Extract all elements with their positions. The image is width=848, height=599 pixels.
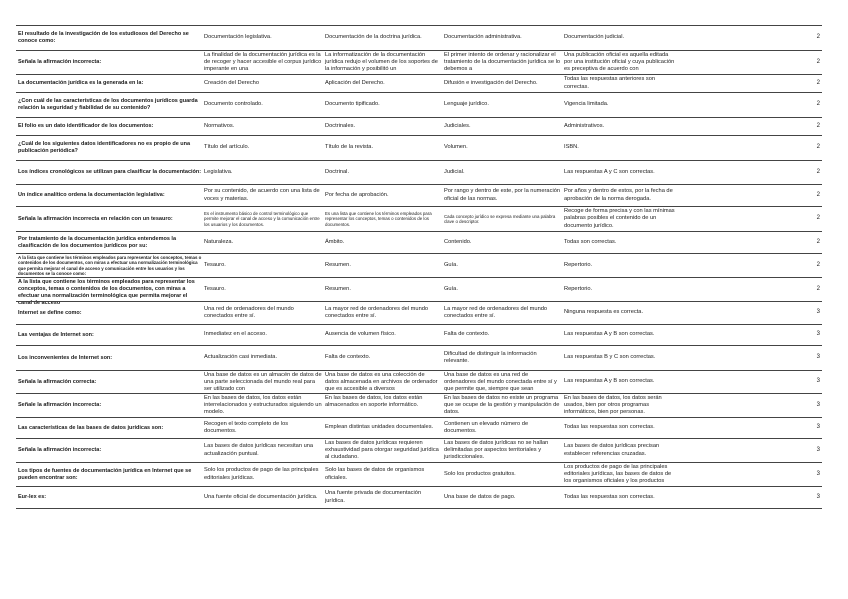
question-text: Señala la afirmación correcta:	[18, 378, 97, 385]
question-text: Señala la afirmación incorrecta en relación con un tesauro:	[18, 215, 173, 222]
option-b-cell	[325, 185, 440, 206]
option-c-text: En las bases de datos no existe un programa que se ocupe de la gestión y manipulación de datos.	[444, 395, 560, 416]
points-text: 3	[816, 424, 820, 431]
option-b-text: Resumen.	[325, 285, 351, 292]
option-c-text: Volumen.	[444, 144, 468, 151]
points-cell	[800, 394, 820, 417]
points-text: 2	[816, 191, 820, 198]
question-text: Internet se define como:	[18, 309, 82, 316]
table-row	[16, 253, 822, 277]
option-a-text: La finalidad de la documentación jurídica es la de recoger y hacer accesible el corpus jurídico imperante en una	[204, 52, 322, 73]
table-row	[16, 486, 822, 509]
option-d-cell	[564, 254, 812, 277]
option-c-text: Contienen un elevado número de documentos.	[444, 420, 529, 434]
option-a-cell	[204, 207, 322, 231]
option-b-cell	[325, 463, 440, 486]
points-cell	[800, 75, 820, 92]
points-text: 2	[816, 34, 820, 41]
option-c-cell	[444, 487, 561, 508]
points-text: 3	[816, 493, 820, 500]
option-a-text: Normativos.	[204, 122, 235, 129]
option-d-text: Repertorio.	[564, 285, 593, 292]
option-d-cell	[564, 93, 812, 117]
table-row	[16, 92, 822, 117]
option-d-text: Todas las respuestas son correctas.	[564, 493, 655, 500]
option-d-text: Documentación judicial.	[564, 34, 625, 41]
option-c-text: La mayor red de ordenadores del mundo conectados entre sí.	[444, 305, 548, 319]
question-cell	[18, 439, 202, 462]
option-c-cell	[444, 463, 561, 486]
option-a-text: Creación del Derecho	[204, 79, 260, 86]
option-d-cell	[564, 118, 812, 135]
option-c-text: Difusión e investigación del Derecho.	[444, 79, 538, 86]
question-cell	[18, 136, 202, 160]
option-a-cell	[204, 302, 322, 324]
question-cell	[18, 51, 202, 74]
table-row	[16, 135, 822, 160]
option-a-cell	[204, 371, 322, 393]
option-b-text: Documentación de la doctrina jurídica.	[325, 34, 422, 41]
table-row	[16, 74, 822, 92]
option-c-cell	[444, 118, 561, 135]
option-c-cell	[444, 136, 561, 160]
question-text: Las características de las bases de datos jurídicas son:	[18, 424, 164, 431]
option-a-cell	[204, 325, 322, 345]
question-cell	[18, 118, 202, 135]
question-text: Un índice analítico ordena la documentación legislativa:	[18, 192, 165, 198]
table-row	[16, 160, 822, 184]
points-cell	[800, 487, 820, 508]
question-cell	[18, 325, 202, 345]
option-b-cell	[325, 93, 440, 117]
option-a-text: Documentación legislativa.	[204, 34, 272, 41]
points-cell	[800, 185, 820, 206]
option-a-text: Actualización casi inmediata.	[204, 354, 278, 361]
option-d-cell	[564, 463, 812, 486]
option-b-cell	[325, 207, 440, 231]
option-c-text: Judicial.	[444, 168, 465, 175]
option-a-cell	[204, 418, 322, 438]
points-text: 2	[816, 215, 820, 222]
option-a-text: Solo los productos de pago de las principales editoriales jurídicas.	[204, 467, 319, 481]
option-d-text: Las respuestas B y C son correctas.	[564, 354, 656, 361]
option-b-text: La mayor red de ordenadores del mundo conectados entre sí.	[325, 305, 429, 319]
option-a-cell	[204, 75, 322, 92]
points-cell	[800, 26, 820, 50]
option-a-text: Tesauro.	[204, 285, 226, 292]
option-d-cell	[564, 325, 812, 345]
option-b-cell	[325, 254, 440, 277]
option-d-cell	[564, 278, 812, 301]
option-b-cell	[325, 302, 440, 324]
option-a-cell	[204, 185, 322, 206]
table-row	[16, 117, 822, 135]
option-c-text: Por rango y dentro de este, por la numeración oficial de las normas.	[444, 188, 561, 202]
points-cell	[800, 302, 820, 324]
table-row	[16, 231, 822, 253]
option-c-text: Falta de contexto.	[444, 331, 490, 338]
option-d-cell	[564, 185, 812, 206]
points-text: 2	[816, 79, 820, 86]
option-a-text: Una red de ordenadores del mundo conectados entre sí.	[204, 305, 294, 319]
option-a-cell	[204, 278, 322, 301]
option-c-cell	[444, 394, 561, 417]
option-d-cell	[564, 371, 812, 393]
option-a-text: Documento controlado.	[204, 101, 263, 108]
option-c-cell	[444, 93, 561, 117]
points-text: 2	[816, 168, 820, 175]
table-row	[16, 184, 822, 206]
question-text: El resultado de la investigación de los estudiosos del Derecho se conoce como:	[18, 31, 189, 44]
option-a-cell	[204, 487, 322, 508]
option-a-text: Una fuente oficial de documentación jurídica.	[204, 493, 318, 500]
option-c-cell	[444, 185, 561, 206]
question-text: Señale la afirmación incorrecta:	[18, 402, 102, 408]
option-d-text: Las respuestas A y C son correctas.	[564, 168, 655, 175]
option-c-text: Dificultad de distinguir la información relevante.	[444, 350, 537, 364]
table-row	[16, 25, 822, 50]
option-c-cell	[444, 371, 561, 393]
points-text: 2	[816, 58, 820, 65]
question-cell	[18, 418, 202, 438]
option-c-text: Guía.	[444, 285, 458, 292]
points-cell	[800, 207, 820, 231]
option-d-text: ISBN.	[564, 144, 579, 151]
option-c-text: Documentación administrativa.	[444, 34, 522, 41]
points-text: 3	[816, 446, 820, 453]
option-c-cell	[444, 207, 561, 231]
option-b-cell	[325, 346, 440, 370]
option-d-text: Las respuestas A y B son correctas.	[564, 331, 655, 338]
option-a-cell	[204, 232, 322, 253]
quiz-table	[16, 25, 822, 509]
option-a-cell	[204, 463, 322, 486]
points-text: 3	[816, 470, 820, 477]
question-text: Los índices cronológicos se utilizan para clasificar la documentación:	[18, 169, 202, 175]
question-cell	[18, 254, 202, 277]
option-c-cell	[444, 161, 561, 184]
option-a-text: En las bases de datos, los datos están interrelacionados y estructurados siguiendo un modelo.	[204, 395, 322, 416]
option-b-cell	[325, 51, 440, 74]
points-cell	[800, 278, 820, 301]
question-cell	[18, 161, 202, 184]
option-d-cell	[564, 207, 812, 231]
points-text: 2	[816, 285, 820, 292]
option-b-text: Falta de contexto.	[325, 354, 371, 361]
option-c-text: Una base de datos es una red de ordenadores del mundo conectada entre sí y que permite que, siempre que sean	[444, 372, 557, 393]
option-a-cell	[204, 346, 322, 370]
option-b-text: Aplicación del Derecho.	[325, 79, 385, 86]
option-d-cell	[564, 394, 812, 417]
option-a-text: Título del artículo.	[204, 144, 250, 151]
question-cell	[18, 487, 202, 508]
option-d-text: Una publicación oficial es aquella editada por una institución oficial y cuya publicación es preceptiva de acuerdo con	[564, 52, 675, 73]
option-d-cell	[564, 302, 812, 324]
question-cell	[18, 185, 202, 206]
question-cell	[18, 278, 202, 306]
table-row	[16, 370, 822, 393]
question-cell	[18, 371, 202, 393]
question-text: Los tipos de fuentes de documentación jurídica en Internet que se pueden encontrar son:	[18, 467, 192, 481]
option-d-text: Todas son correctas.	[564, 238, 617, 245]
option-c-text: Lenguaje jurídico.	[444, 101, 489, 108]
points-cell	[800, 232, 820, 253]
option-a-cell	[204, 254, 322, 277]
option-a-cell	[204, 51, 322, 74]
option-d-cell	[564, 346, 812, 370]
option-a-cell	[204, 394, 322, 417]
option-d-text: Repertorio.	[564, 261, 593, 268]
option-b-cell	[325, 278, 440, 301]
option-b-text: Documento tipificado.	[325, 101, 380, 108]
option-a-cell	[204, 26, 322, 50]
option-c-text: Solo los productos gratuitos.	[444, 470, 516, 477]
option-a-cell	[204, 93, 322, 117]
option-d-cell	[564, 232, 812, 253]
option-d-text: Administrativos.	[564, 122, 605, 129]
question-text: Por tratamiento de la documentación jurídica entendemos la clasificación de los documentos jurídicos por su:	[18, 235, 177, 249]
points-text: 2	[816, 101, 820, 108]
option-c-cell	[444, 346, 561, 370]
option-a-text: Naturaleza.	[204, 238, 234, 245]
option-d-cell	[564, 161, 812, 184]
option-b-cell	[325, 232, 440, 253]
option-d-text: En las bases de datos, los datos serán usados, bien por otros programas informáticos, bien por personas.	[564, 395, 662, 416]
points-cell	[800, 161, 820, 184]
option-a-text: Inmediatez en el acceso.	[204, 331, 267, 338]
question-text: Los inconvenientes de Internet son:	[18, 354, 113, 361]
option-c-text: El primer intento de ordenar y racionalizar el tratamiento de la documentación jurídica se lo debemos a	[444, 52, 561, 73]
option-c-cell	[444, 75, 561, 92]
option-b-cell	[325, 26, 440, 50]
option-c-cell	[444, 51, 561, 74]
option-d-text: Vigencia limitada.	[564, 101, 609, 108]
question-text: Señala la afirmación incorrecta:	[18, 59, 102, 65]
option-c-cell	[444, 26, 561, 50]
option-b-cell	[325, 418, 440, 438]
option-b-text: Las bases de datos jurídicas requieren exhaustividad para otorgar seguridad jurídica al ciudadano.	[325, 440, 439, 461]
option-c-text: Judiciales.	[444, 122, 471, 129]
points-text: 3	[816, 309, 820, 316]
points-cell	[800, 118, 820, 135]
option-a-cell	[204, 161, 322, 184]
option-a-text: Por su contenido, de acuerdo con una lista de voces y materias.	[204, 188, 320, 202]
question-text: Señala la afirmación incorrecta:	[18, 447, 102, 453]
question-text: A la lista que contiene los términos empleados para representar los conceptos, temas o contenidos de los documentos, con miras a efectuar una normalización terminológica que permita mejorar el canal de acceso y comunicación entre los usuarios y los documentos se la conoce como:	[18, 255, 202, 277]
question-text: A la lista que contiene los términos empleados para representar los conceptos, temas o contenidos de los documentos, con miras a efectuar una normalización terminológica que permita mejorar el canal de acceso	[18, 279, 195, 306]
option-d-text: Las bases de datos jurídicas precisan establecer referencias cruzadas.	[564, 443, 660, 457]
question-cell	[18, 207, 202, 231]
option-b-text: La informatización de la documentación jurídica redujo el volumen de los soportes de la información y posibilitó un	[325, 52, 438, 73]
table-row	[16, 345, 822, 370]
points-cell	[800, 51, 820, 74]
option-b-text: Una base de datos es una colección de datos almacenada en archivos de ordenador que es accesible a diversos	[325, 372, 438, 393]
question-text: Eur-lex es:	[18, 494, 47, 500]
option-c-text: Las bases de datos jurídicas no se hallan delimitadas por aspectos territoriales y jurisdiccionales.	[444, 440, 549, 461]
option-d-cell	[564, 51, 812, 74]
option-d-text: Los productos de pago de las principales editoriales jurídicas, las bases de datos de los organismos oficiales y los productos	[564, 464, 672, 485]
option-b-text: En las bases de datos, los datos están almacenados en soporte informático.	[325, 395, 423, 409]
option-c-text: Cada concepto jurídico se expresa mediante una palabra clave o descriptor.	[444, 213, 556, 224]
option-a-text: Una base de datos es un almacén de datos de una parte seleccionada del mundo real para ser utilizado con	[204, 372, 322, 393]
question-cell	[18, 93, 202, 117]
points-cell	[800, 136, 820, 160]
option-c-cell	[444, 439, 561, 462]
option-b-text: Solo las bases de datos de organismos oficiales.	[325, 467, 425, 481]
table-row	[16, 417, 822, 438]
option-d-text: Todas las respuestas anteriores son correctas.	[564, 76, 656, 90]
option-d-cell	[564, 136, 812, 160]
question-text: ¿Con cuál de las características de los documentos jurídicos guarda relación la seguridad y fiabilidad de su contenido?	[18, 98, 198, 111]
option-b-cell	[325, 75, 440, 92]
option-a-cell	[204, 136, 322, 160]
option-b-cell	[325, 487, 440, 508]
option-c-text: Una base de datos de pago.	[444, 493, 516, 500]
option-a-cell	[204, 118, 322, 135]
option-a-text: Tesauro.	[204, 261, 226, 268]
points-cell	[800, 439, 820, 462]
option-b-text: Ámbito.	[325, 238, 345, 245]
option-c-cell	[444, 278, 561, 301]
points-cell	[800, 325, 820, 345]
option-c-text: Guía.	[444, 261, 458, 268]
points-cell	[800, 346, 820, 370]
question-cell	[18, 26, 202, 50]
points-cell	[800, 418, 820, 438]
option-b-text: Doctrinales.	[325, 122, 356, 129]
option-d-text: Por años y dentro de estos, por la fecha de aprobación de la norma derogada.	[564, 188, 673, 202]
points-text: 3	[816, 401, 820, 408]
table-row	[16, 324, 822, 345]
points-cell	[800, 93, 820, 117]
option-b-cell	[325, 394, 440, 417]
points-cell	[800, 371, 820, 393]
option-a-text: Las bases de datos jurídicas necesitan una actualización puntual.	[204, 443, 314, 457]
question-cell	[18, 302, 202, 324]
option-b-text: Doctrinal.	[325, 168, 350, 175]
option-c-cell	[444, 254, 561, 277]
option-c-cell	[444, 418, 561, 438]
points-text: 2	[816, 122, 820, 129]
option-a-text: Es el instrumento básico de control terminológico que permite mejorar el canal de acceso y la comunicación entre los usuarios y los documentos.	[204, 210, 320, 227]
table-row	[16, 301, 822, 324]
question-text: Las ventajas de Internet son:	[18, 331, 94, 338]
option-c-cell	[444, 302, 561, 324]
table-row	[16, 206, 822, 231]
points-text: 2	[816, 144, 820, 151]
option-b-cell	[325, 439, 440, 462]
table-row	[16, 50, 822, 74]
question-cell	[18, 346, 202, 370]
question-cell	[18, 394, 202, 417]
option-b-text: Es una lista que contiene los términos empleados para representar los conceptos, temas o contenidos de los documentos.	[325, 210, 432, 227]
option-b-cell	[325, 161, 440, 184]
option-b-text: Por fecha de aprobación.	[325, 191, 389, 198]
question-text: La documentación jurídica es la generada en la:	[18, 80, 144, 86]
table-row	[16, 393, 822, 417]
option-b-cell	[325, 118, 440, 135]
option-b-text: Una fuente privada de documentación jurídica.	[325, 490, 422, 504]
option-d-cell	[564, 418, 812, 438]
question-cell	[18, 75, 202, 92]
option-d-text: Ninguna respuesta es correcta.	[564, 309, 644, 316]
points-text: 3	[816, 331, 820, 338]
option-a-text: Recogen el texto completo de los documentos.	[204, 420, 289, 434]
option-b-text: Ausencia de volumen físico.	[325, 331, 396, 338]
option-d-text: Recoge de forma precisa y con las mínimas palabras posibles el contenido de un documento jurídico.	[564, 208, 675, 229]
question-cell	[18, 463, 202, 486]
points-cell	[800, 463, 820, 486]
points-text: 2	[816, 238, 820, 245]
table-row	[16, 438, 822, 462]
option-d-cell	[564, 487, 812, 508]
table-row	[16, 277, 822, 306]
option-b-cell	[325, 371, 440, 393]
option-c-cell	[444, 325, 561, 345]
question-text: ¿Cuál de los siguientes datos identificadores no es propio de una publicación periódica?	[18, 141, 191, 154]
points-text: 3	[816, 378, 820, 385]
option-c-cell	[444, 232, 561, 253]
question-cell	[18, 232, 202, 253]
option-d-text: Todas las respuestas son correctas.	[564, 424, 655, 431]
question-text: El folio es un dato identificador de los documentos:	[18, 123, 154, 129]
option-b-text: Título de la revista.	[325, 144, 374, 151]
points-text: 3	[816, 354, 820, 361]
points-text: 2	[816, 261, 820, 268]
option-c-text: Contenido.	[444, 238, 472, 245]
option-b-cell	[325, 136, 440, 160]
option-d-cell	[564, 75, 812, 92]
option-d-text: Las respuestas A y B son correctas.	[564, 378, 655, 385]
option-d-cell	[564, 26, 812, 50]
option-b-text: Emplean distintas unidades documentales.	[325, 424, 434, 431]
option-a-text: Legislativa.	[204, 168, 233, 175]
option-b-cell	[325, 325, 440, 345]
option-d-cell	[564, 439, 812, 462]
table-row	[16, 462, 822, 486]
option-b-text: Resumen.	[325, 261, 351, 268]
points-cell	[800, 254, 820, 277]
option-a-cell	[204, 439, 322, 462]
